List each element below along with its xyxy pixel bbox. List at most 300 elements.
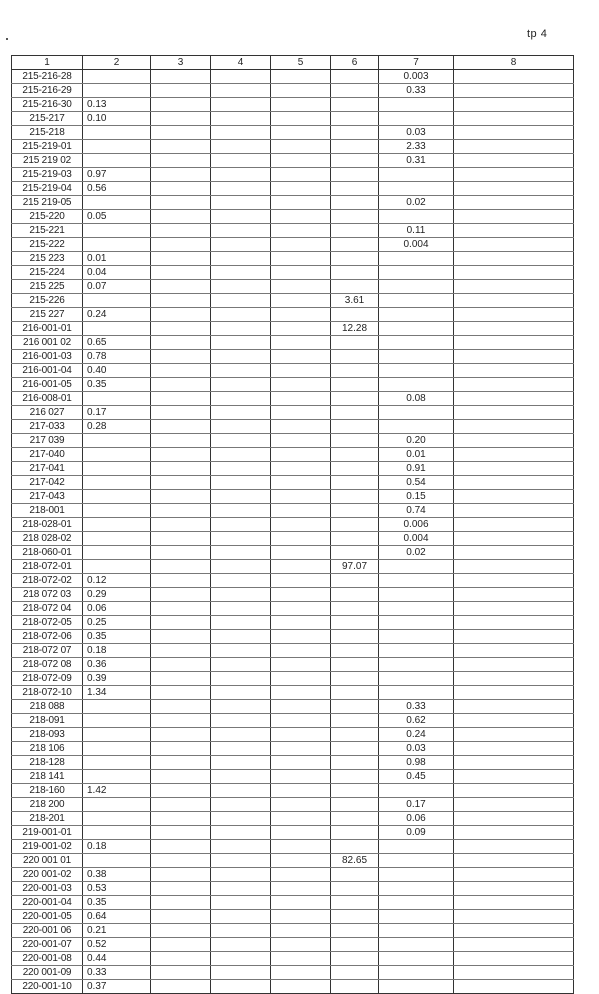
parcel-code-cell: 215-217 [12, 112, 83, 126]
col2-cell [83, 294, 151, 308]
col6-cell [331, 644, 379, 658]
parcel-code-cell: 215-218 [12, 126, 83, 140]
col2-cell: 0.52 [83, 938, 151, 952]
col3-cell [151, 532, 211, 546]
col6-cell [331, 574, 379, 588]
col2-cell [83, 532, 151, 546]
table-row [12, 364, 574, 378]
col7-cell: 0.74 [379, 504, 454, 518]
col2-cell: 0.33 [83, 966, 151, 980]
table-row [12, 924, 574, 938]
col5-cell [271, 504, 331, 518]
col8-cell [454, 798, 574, 812]
table-row [12, 728, 574, 742]
col2-cell: 1.42 [83, 784, 151, 798]
col2-cell [83, 84, 151, 98]
col3-cell [151, 308, 211, 322]
col6-cell [331, 630, 379, 644]
col6-cell [331, 700, 379, 714]
col7-cell [379, 616, 454, 630]
parcel-code-cell: 220-001-10 [12, 980, 83, 994]
col6-cell [331, 798, 379, 812]
col2-cell [83, 238, 151, 252]
col8-cell [454, 350, 574, 364]
table-row [12, 448, 574, 462]
col2-cell: 1.34 [83, 686, 151, 700]
col5-cell [271, 574, 331, 588]
col7-cell [379, 350, 454, 364]
col3-cell [151, 448, 211, 462]
col7-cell: 0.09 [379, 826, 454, 840]
col3-cell [151, 560, 211, 574]
col5-cell [271, 266, 331, 280]
parcel-code-cell: 215-220 [12, 210, 83, 224]
table-body [12, 70, 574, 994]
col8-cell [454, 406, 574, 420]
col8-cell [454, 238, 574, 252]
col2-cell [83, 126, 151, 140]
col2-cell [83, 826, 151, 840]
col7-cell [379, 896, 454, 910]
col5-cell [271, 224, 331, 238]
col2-cell: 0.25 [83, 616, 151, 630]
table-row [12, 756, 574, 770]
table-row [12, 546, 574, 560]
col8-cell [454, 112, 574, 126]
parcel-code-cell: 215-226 [12, 294, 83, 308]
col6-cell [331, 364, 379, 378]
col4-cell [211, 784, 271, 798]
col3-cell [151, 980, 211, 994]
col5-cell [271, 434, 331, 448]
col5-cell [271, 546, 331, 560]
col2-cell [83, 196, 151, 210]
table-row [12, 784, 574, 798]
col4-cell [211, 406, 271, 420]
col7-cell: 0.33 [379, 700, 454, 714]
parcel-code-cell: 218 141 [12, 770, 83, 784]
col2-cell: 0.56 [83, 182, 151, 196]
page-number: tp 4 [527, 28, 548, 40]
parcel-code-cell: 215 223 [12, 252, 83, 266]
parcel-code-cell: 218-072 07 [12, 644, 83, 658]
table-row [12, 560, 574, 574]
col3-cell [151, 210, 211, 224]
col8-cell [454, 602, 574, 616]
parcel-code-cell: 215-219-04 [12, 182, 83, 196]
col5-cell [271, 616, 331, 630]
parcel-code-cell: 218-001 [12, 504, 83, 518]
table-row [12, 966, 574, 980]
col5-cell [271, 112, 331, 126]
col5-cell [271, 532, 331, 546]
col6-cell [331, 168, 379, 182]
col6-cell [331, 882, 379, 896]
col4-cell [211, 938, 271, 952]
col8-cell [454, 84, 574, 98]
col6-cell [331, 812, 379, 826]
col5-cell [271, 644, 331, 658]
col3-cell [151, 770, 211, 784]
col8-cell [454, 714, 574, 728]
parcel-code-cell: 218-060-01 [12, 546, 83, 560]
table-row [12, 308, 574, 322]
col7-cell [379, 308, 454, 322]
col5-cell [271, 770, 331, 784]
col7-cell: 0.54 [379, 476, 454, 490]
col7-cell: 0.62 [379, 714, 454, 728]
parcel-code-cell: 218-072-06 [12, 630, 83, 644]
col4-cell [211, 854, 271, 868]
col6-cell [331, 896, 379, 910]
col2-cell: 0.39 [83, 672, 151, 686]
col4-cell [211, 966, 271, 980]
col4-cell [211, 826, 271, 840]
table-row [12, 714, 574, 728]
col2-cell [83, 434, 151, 448]
col2-cell: 0.78 [83, 350, 151, 364]
col8-cell [454, 280, 574, 294]
table-row [12, 420, 574, 434]
col4-cell [211, 294, 271, 308]
col3-cell [151, 518, 211, 532]
col2-cell: 0.37 [83, 980, 151, 994]
col5-cell [271, 980, 331, 994]
col7-cell [379, 168, 454, 182]
col7-cell [379, 966, 454, 980]
col3-cell [151, 952, 211, 966]
col6-cell [331, 224, 379, 238]
col5-cell [271, 154, 331, 168]
col8-cell [454, 532, 574, 546]
col4-cell [211, 574, 271, 588]
col5-cell [271, 98, 331, 112]
col7-cell [379, 98, 454, 112]
col5-cell [271, 462, 331, 476]
col6-cell [331, 910, 379, 924]
col4-cell [211, 280, 271, 294]
col8-cell [454, 672, 574, 686]
col7-cell [379, 952, 454, 966]
col5-cell [271, 280, 331, 294]
col7-cell [379, 882, 454, 896]
col3-cell [151, 476, 211, 490]
col2-cell [83, 756, 151, 770]
col3-cell [151, 84, 211, 98]
col4-cell [211, 658, 271, 672]
col6-cell [331, 266, 379, 280]
col5-cell [271, 252, 331, 266]
col8-cell [454, 336, 574, 350]
col4-cell [211, 616, 271, 630]
col7-cell [379, 854, 454, 868]
col8-cell [454, 462, 574, 476]
table-row [12, 406, 574, 420]
col6-cell [331, 252, 379, 266]
col2-cell: 0.04 [83, 266, 151, 280]
col6-cell [331, 826, 379, 840]
col7-cell [379, 658, 454, 672]
col4-cell [211, 518, 271, 532]
col5-cell [271, 378, 331, 392]
col4-cell [211, 210, 271, 224]
col6-cell: 3.61 [331, 294, 379, 308]
column-header-4: 4 [211, 56, 271, 70]
table-row [12, 798, 574, 812]
col6-cell [331, 966, 379, 980]
col7-cell: 0.02 [379, 546, 454, 560]
scan-speck [6, 38, 8, 40]
col4-cell [211, 812, 271, 826]
col8-cell [454, 812, 574, 826]
col6-cell: 97.07 [331, 560, 379, 574]
parcel-code-cell: 218-201 [12, 812, 83, 826]
col7-cell: 0.004 [379, 238, 454, 252]
table-row [12, 336, 574, 350]
table-row [12, 812, 574, 826]
col6-cell [331, 98, 379, 112]
col2-cell: 0.01 [83, 252, 151, 266]
col6-cell [331, 686, 379, 700]
col8-cell [454, 658, 574, 672]
col5-cell [271, 588, 331, 602]
column-header-1: 1 [12, 56, 83, 70]
parcel-code-cell: 218 072 03 [12, 588, 83, 602]
col3-cell [151, 322, 211, 336]
col3-cell [151, 70, 211, 84]
col3-cell [151, 154, 211, 168]
table-row [12, 602, 574, 616]
col4-cell [211, 644, 271, 658]
col2-cell [83, 854, 151, 868]
col7-cell: 0.98 [379, 756, 454, 770]
parcel-code-cell: 215-216-29 [12, 84, 83, 98]
col2-cell: 0.29 [83, 588, 151, 602]
col5-cell [271, 336, 331, 350]
col3-cell [151, 574, 211, 588]
col5-cell [271, 756, 331, 770]
col8-cell [454, 196, 574, 210]
col4-cell [211, 448, 271, 462]
col5-cell [271, 322, 331, 336]
col4-cell [211, 252, 271, 266]
parcel-code-cell: 220 001 01 [12, 854, 83, 868]
col8-cell [454, 392, 574, 406]
col4-cell [211, 546, 271, 560]
table-row [12, 140, 574, 154]
col6-cell [331, 602, 379, 616]
col7-cell [379, 686, 454, 700]
table-row [12, 938, 574, 952]
col6-cell [331, 924, 379, 938]
col4-cell [211, 70, 271, 84]
table-row [12, 630, 574, 644]
col6-cell [331, 728, 379, 742]
col7-cell: 0.006 [379, 518, 454, 532]
col4-cell [211, 840, 271, 854]
col6-cell [331, 448, 379, 462]
table-row [12, 238, 574, 252]
col8-cell [454, 756, 574, 770]
col3-cell [151, 686, 211, 700]
col2-cell: 0.18 [83, 840, 151, 854]
col8-cell [454, 504, 574, 518]
col5-cell [271, 518, 331, 532]
col4-cell [211, 392, 271, 406]
parcel-code-cell: 215 225 [12, 280, 83, 294]
col7-cell: 0.03 [379, 126, 454, 140]
col8-cell [454, 896, 574, 910]
col5-cell [271, 490, 331, 504]
col5-cell [271, 140, 331, 154]
table-row [12, 280, 574, 294]
col8-cell [454, 966, 574, 980]
col6-cell [331, 280, 379, 294]
col4-cell [211, 504, 271, 518]
col8-cell [454, 224, 574, 238]
col3-cell [151, 756, 211, 770]
col7-cell [379, 336, 454, 350]
col2-cell: 0.35 [83, 630, 151, 644]
col7-cell: 0.15 [379, 490, 454, 504]
table-row [12, 378, 574, 392]
table-row [12, 896, 574, 910]
col3-cell [151, 378, 211, 392]
col3-cell [151, 882, 211, 896]
col6-cell [331, 84, 379, 98]
col6-cell [331, 742, 379, 756]
col2-cell: 0.35 [83, 378, 151, 392]
col2-cell: 0.38 [83, 868, 151, 882]
col8-cell [454, 448, 574, 462]
parcel-code-cell: 218-072 08 [12, 658, 83, 672]
col5-cell [271, 420, 331, 434]
parcel-code-cell: 218-072 04 [12, 602, 83, 616]
col4-cell [211, 420, 271, 434]
col6-cell [331, 840, 379, 854]
col5-cell [271, 168, 331, 182]
col3-cell [151, 812, 211, 826]
col2-cell [83, 322, 151, 336]
col5-cell [271, 686, 331, 700]
col8-cell [454, 686, 574, 700]
col3-cell [151, 434, 211, 448]
col2-cell [83, 728, 151, 742]
col2-cell [83, 560, 151, 574]
col5-cell [271, 938, 331, 952]
col3-cell [151, 168, 211, 182]
col8-cell [454, 854, 574, 868]
col8-cell [454, 630, 574, 644]
col8-cell [454, 742, 574, 756]
col7-cell [379, 252, 454, 266]
col8-cell [454, 252, 574, 266]
col3-cell [151, 644, 211, 658]
parcel-table [11, 55, 574, 994]
table-row [12, 70, 574, 84]
col7-cell [379, 588, 454, 602]
col3-cell [151, 336, 211, 350]
col5-cell [271, 210, 331, 224]
col6-cell [331, 868, 379, 882]
col4-cell [211, 756, 271, 770]
col3-cell [151, 406, 211, 420]
column-header-7: 7 [379, 56, 454, 70]
parcel-code-cell: 220-001-03 [12, 882, 83, 896]
col4-cell [211, 630, 271, 644]
table-row [12, 98, 574, 112]
col3-cell [151, 826, 211, 840]
table-row [12, 868, 574, 882]
col8-cell [454, 420, 574, 434]
col3-cell [151, 238, 211, 252]
parcel-code-cell: 215 219 02 [12, 154, 83, 168]
parcel-code-cell: 220-001-07 [12, 938, 83, 952]
col4-cell [211, 798, 271, 812]
column-header-6: 6 [331, 56, 379, 70]
col2-cell [83, 504, 151, 518]
col4-cell [211, 868, 271, 882]
col7-cell [379, 574, 454, 588]
col5-cell [271, 798, 331, 812]
parcel-code-cell: 218-028-01 [12, 518, 83, 532]
col4-cell [211, 378, 271, 392]
parcel-code-cell: 215-224 [12, 266, 83, 280]
column-header-8: 8 [454, 56, 574, 70]
col4-cell [211, 266, 271, 280]
col8-cell [454, 490, 574, 504]
col2-cell: 0.65 [83, 336, 151, 350]
parcel-code-cell: 218 028-02 [12, 532, 83, 546]
parcel-code-cell: 220-001 06 [12, 924, 83, 938]
table-row [12, 840, 574, 854]
col8-cell [454, 364, 574, 378]
col4-cell [211, 84, 271, 98]
parcel-code-cell: 218-091 [12, 714, 83, 728]
col6-cell [331, 126, 379, 140]
col3-cell [151, 224, 211, 238]
col5-cell [271, 448, 331, 462]
col8-cell [454, 322, 574, 336]
col3-cell [151, 490, 211, 504]
parcel-code-cell: 215-222 [12, 238, 83, 252]
col3-cell [151, 350, 211, 364]
col3-cell [151, 784, 211, 798]
table-row [12, 770, 574, 784]
col7-cell [379, 294, 454, 308]
col4-cell [211, 714, 271, 728]
col5-cell [271, 602, 331, 616]
table-row [12, 686, 574, 700]
col6-cell [331, 182, 379, 196]
table-row [12, 658, 574, 672]
col2-cell [83, 224, 151, 238]
col5-cell [271, 560, 331, 574]
col4-cell [211, 98, 271, 112]
col5-cell [271, 868, 331, 882]
col7-cell: 0.01 [379, 448, 454, 462]
parcel-code-cell: 216-001-03 [12, 350, 83, 364]
col7-cell: 0.91 [379, 462, 454, 476]
col2-cell: 0.18 [83, 644, 151, 658]
col6-cell [331, 938, 379, 952]
col5-cell [271, 126, 331, 140]
parcel-code-cell: 218-128 [12, 756, 83, 770]
col3-cell [151, 126, 211, 140]
col6-cell: 12.28 [331, 322, 379, 336]
col8-cell [454, 980, 574, 994]
col7-cell [379, 378, 454, 392]
